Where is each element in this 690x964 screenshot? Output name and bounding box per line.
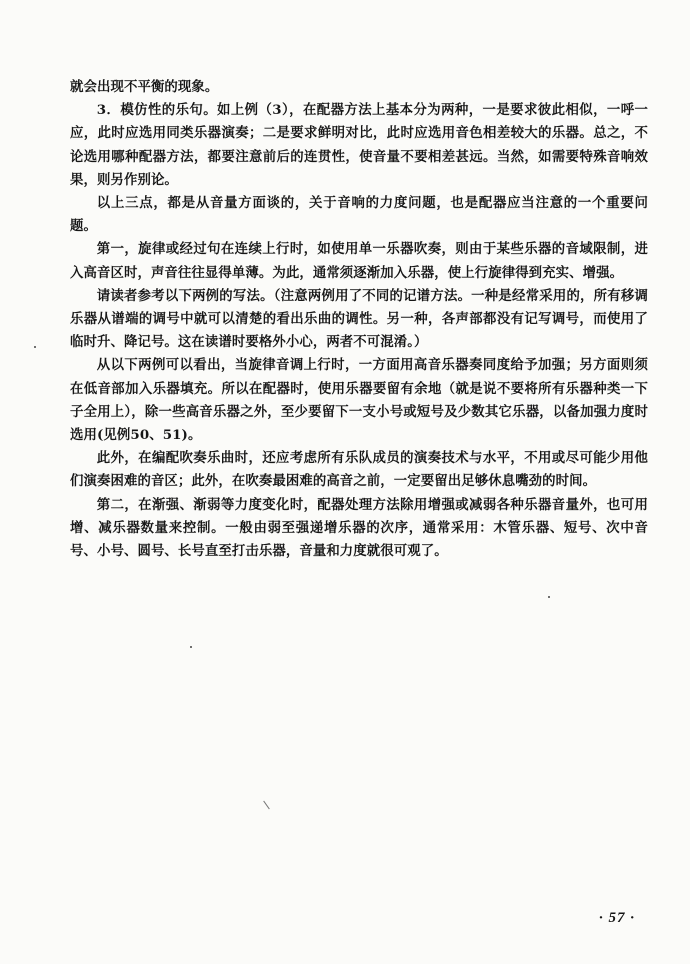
paragraph-4: 第一，旋律或经过句在连续上行时，如使用单一乐器吹奏，则由于某些乐器的音域限制，进入高音区时，声音往往显得单薄。为此，通常须逐渐加入乐器，使上行旋律得到充实、增强。 [70,241,648,281]
paragraph-7: 此外，在编配吹奏乐曲时，还应考虑所有乐队成员的演奏技术与水平，不用或尽可能少用他们演奏困难的音区；此外，在吹奏最困难的高音之前，一定要留出足够休息嘴劲的时间。 [70,450,648,490]
page-number: · 57 · [599,910,635,926]
paragraph-1: 就会出现不平衡的现象。 [70,79,219,95]
paragraph-8: 第二，在渐强、渐弱等力度变化时，配器处理方法除用增强或减弱各种乐器音量外，也可用增、减乐器数量来控制。一般由弱至强递增乐器的次序，通常采用：木管乐器、短号、次中音号、小号、圆号、长号直至打击乐器，音量和力度就很可观了。 [70,496,648,560]
scan-speck [34,346,36,348]
paragraph-5: 请读者参考以下两例的写法。（注意两例用了不同的记谱方法。一种是经常采用的，所有移调乐器从谱端的调号中就可以清楚的看出乐曲的调性。另一种，各声部都没有记写调号，而使用了临时升、降记号。这在读谱时要格外小心，两者不可混淆。） [70,287,648,351]
paragraph-2: 3．模仿性的乐句。如上例（3），在配器方法上基本分为两种，一是要求彼此相似，一呼一应，此时应选用同类乐器演奏；二是要求鲜明对比，此时应选用音色相差较大的乐器。总之，不论选用哪种配器方法，都要注意前后的连贯性，使音量不要相差甚远。当然，如需要特殊音响效果，则另作别论。 [70,102,648,188]
scan-stroke [263,801,270,810]
body-text [70,76,648,563]
paragraph-6: 从以下两例可以看出，当旋律音调上行时，一方面用高音乐器奏同度给予加强；另方面则须在低音部加入乐器填充。所以在配器时，使用乐器要留有余地（就是说不要将所有乐器种类一下子全用上），除一些高音乐器之外，至少要留下一支小号或短号及少数其它乐器，以备加强力度时选用(见例50、51)。 [70,357,648,444]
scan-speck [548,596,550,598]
paragraph-3: 以上三点，都是从音量方面谈的，关于音响的力度问题，也是配器应当注意的一个重要问题。 [70,195,648,235]
scan-speck [190,646,192,648]
